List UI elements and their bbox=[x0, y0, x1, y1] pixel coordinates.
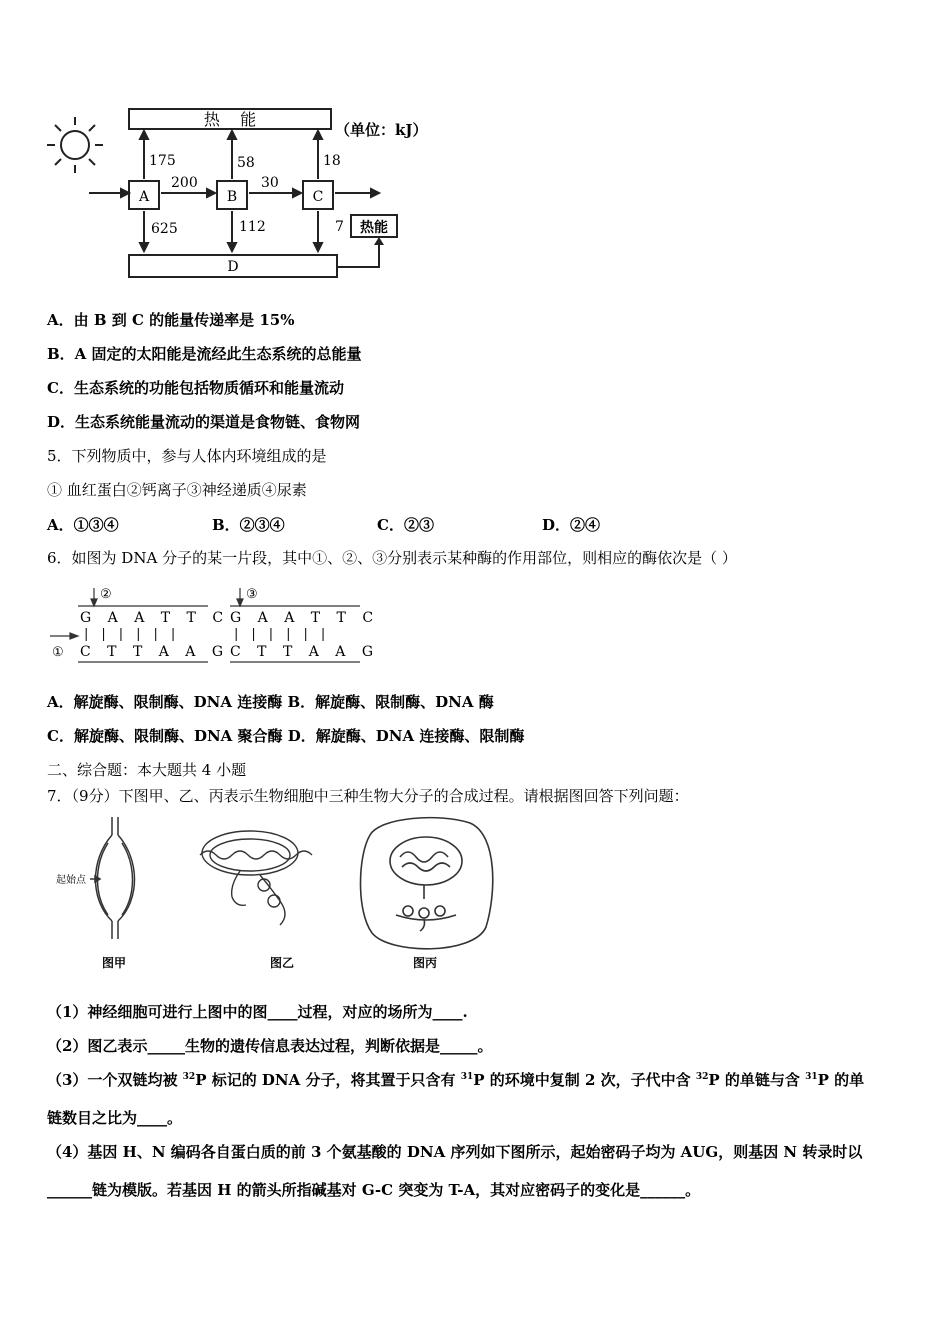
energy-flow-diagram bbox=[45, 105, 445, 285]
q4-option-a: A．由 B 到 C 的能量传递率是 15% bbox=[47, 311, 295, 329]
fig-bing-cell bbox=[361, 818, 493, 949]
strand-top-right: G A A T T C bbox=[230, 610, 380, 626]
enzyme-site-1: ① bbox=[52, 645, 64, 660]
flow-up-b: 58 bbox=[237, 155, 255, 171]
q7-part-3-line-2: 链数目之比为____。 bbox=[47, 1109, 183, 1127]
fig-jia-caption: 图甲 bbox=[102, 956, 127, 970]
flow-up-c: 18 bbox=[323, 153, 341, 169]
q7-stem: 7．（9分）下图甲、乙、丙表示生物细胞中三种生物大分子的合成过程。请根据图回答下列问题： bbox=[47, 787, 689, 805]
fig-yi-expression bbox=[200, 831, 312, 925]
fig-yi-caption: 图乙 bbox=[270, 956, 295, 970]
fig-jia-replication bbox=[90, 817, 135, 939]
q6-options-cd: C．解旋酶、限制酶、DNA 聚合酶 D．解旋酶、DNA 连接酶、限制酶 bbox=[47, 727, 525, 745]
node-b-label: B bbox=[226, 189, 238, 205]
q5-option-c: C．②③ bbox=[377, 516, 434, 534]
fig-bing-caption: 图丙 bbox=[413, 956, 438, 970]
flow-down-c: 7 bbox=[335, 219, 344, 235]
flow-up-a: 175 bbox=[149, 153, 176, 169]
q7-part-4-line-1: （4）基因 H、N 编码各自蛋白质的前 3 个氨基酸的 DNA 序列如下图所示，起始密码子均为 AUG，则基因 N 转录时以 bbox=[47, 1143, 863, 1161]
q5-option-d: D．②④ bbox=[542, 516, 601, 534]
enzyme-site-3: ③ bbox=[246, 587, 258, 602]
enzyme-site-2: ② bbox=[100, 587, 112, 602]
sun-icon bbox=[47, 117, 103, 173]
dna-fragment-diagram bbox=[50, 582, 380, 668]
section-2-heading: 二、综合题：本大题共 4 小题 bbox=[47, 761, 247, 779]
q5-option-b: B．②③④ bbox=[212, 516, 285, 534]
node-c-label: C bbox=[312, 189, 324, 205]
bonds-right: |||||| bbox=[234, 627, 339, 642]
q4-option-d: D．生态系统能量流动的渠道是食物链、食物网 bbox=[47, 413, 361, 431]
q5-items: ① 血红蛋白②钙离子③神经递质④尿素 bbox=[47, 481, 307, 499]
heat-top-label: 热 能 bbox=[203, 110, 257, 129]
strand-bottom-left: C T T A A G bbox=[80, 644, 230, 660]
q7-part-3-line-1: （3）一个双链均被 $^{32}$P 标记的 DNA 分子，将其置于只含有 $^{31}$P 的环境中复制 2 次，子代中含 $^{32}$P 的单链与含 $^{31}$P 的单 bbox=[47, 1071, 865, 1089]
d-box-label: D bbox=[227, 259, 239, 275]
unit-label: （单位：kJ） bbox=[335, 121, 428, 139]
node-a-label: A bbox=[138, 189, 150, 205]
bonds-left: |||||| bbox=[84, 627, 189, 642]
q7-part-1: （1）神经细胞可进行上图中的图____过程，对应的场所为____. bbox=[47, 1003, 468, 1021]
q5-option-a: A．①③④ bbox=[47, 516, 119, 534]
q7-part-2: （2）图乙表示_____生物的遗传信息表达过程，判断依据是_____。 bbox=[47, 1037, 493, 1055]
q6-options-ab: A．解旋酶、限制酶、DNA 连接酶 B．解旋酶、限制酶、DNA 酶 bbox=[47, 693, 494, 711]
q5-stem: 5．下列物质中，参与人体内环境组成的是 bbox=[47, 447, 327, 465]
strand-bottom-right: C T T A A G bbox=[230, 644, 380, 660]
flow-bc: 30 bbox=[261, 175, 279, 191]
flow-down-a: 625 bbox=[151, 221, 178, 237]
q6-stem: 6．如图为 DNA 分子的某一片段，其中①、②、③分别表示某种酶的作用部位，则相应的酶依次是（ ） bbox=[47, 549, 737, 567]
heat-small-label: 热能 bbox=[360, 220, 388, 236]
flow-down-b: 112 bbox=[239, 219, 266, 235]
q7-part-4-line-2: ______链为模版。若基因 H 的箭头所指碱基对 G-C 突变为 T-A，其对应密码子的变化是______。 bbox=[47, 1181, 701, 1199]
fig-jia-start-label: 起始点 bbox=[56, 875, 86, 886]
q4-option-c: C．生态系统的功能包括物质循环和能量流动 bbox=[47, 379, 344, 397]
q4-option-b: B．A 固定的太阳能是流经此生态系统的总能量 bbox=[47, 345, 362, 363]
flow-ab: 200 bbox=[171, 175, 198, 191]
strand-top-left: G A A T T C bbox=[80, 610, 230, 626]
q7-figures bbox=[50, 815, 500, 980]
